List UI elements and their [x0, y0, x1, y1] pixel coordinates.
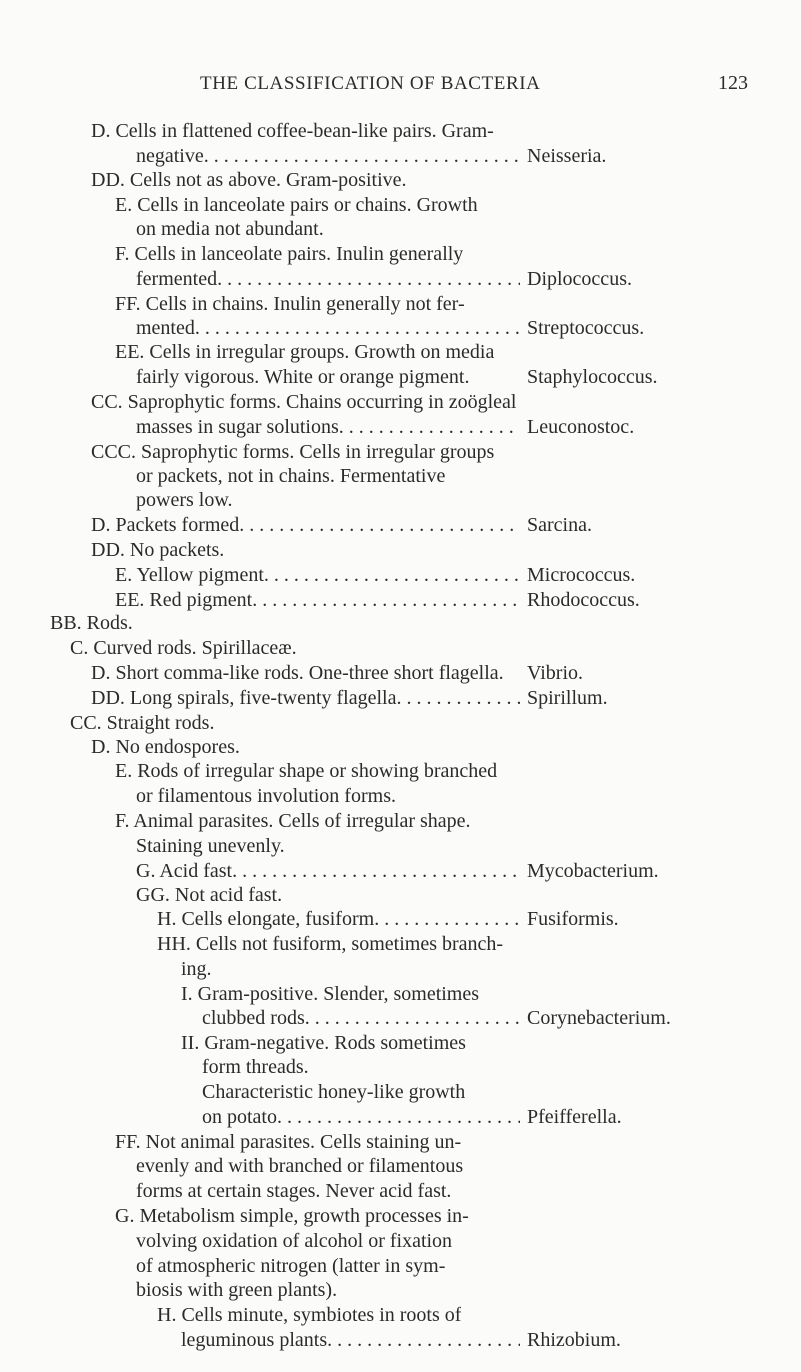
key-line-text: form threads. [202, 1056, 309, 1078]
key-line-text: fairly vigorous. White or orange pigment. [136, 366, 470, 388]
genus-name: Staphylococcus. [527, 366, 658, 388]
key-line-text: or packets, not in chains. Fermentative [136, 465, 446, 487]
key-line-text: BB. Rods. [50, 612, 133, 634]
genus-name: Rhodococcus. [527, 589, 640, 611]
key-line [136, 413, 520, 441]
key-line [115, 240, 463, 268]
key-line [136, 486, 232, 514]
genus-name: Neisseria. [527, 145, 607, 167]
key-line-text: F. Animal parasites. Cells of irregular shape. [115, 810, 471, 832]
key-line-text: E. Yellow pigment [115, 564, 264, 586]
key-line [136, 363, 469, 391]
key-line-text: of atmospheric nitrogen (latter in sym- [136, 1255, 446, 1277]
key-line-text: I. Gram-positive. Slender, sometimes [181, 983, 480, 1005]
key-line-text: Characteristic honey-like growth [202, 1081, 466, 1103]
dot-leader [374, 905, 520, 933]
key-line-text: FF. Cells in chains. Inulin generally not fer- [115, 293, 465, 315]
key-line [202, 1004, 520, 1032]
key-line [181, 955, 212, 983]
genus-name: Streptococcus. [527, 317, 645, 339]
key-line [91, 388, 516, 416]
dot-leader [252, 586, 520, 614]
key-line-text: DD. No packets. [91, 539, 225, 561]
key-line-text: negative [136, 145, 204, 167]
key-line-text: CCC. Saprophytic forms. Cells in irregular groups [91, 441, 495, 463]
key-line [91, 511, 520, 539]
key-line-text: mented [136, 317, 195, 339]
key-line-text: GG. Not acid fast. [136, 884, 283, 906]
key-line-text: fermented [136, 268, 218, 290]
page-number: 123 [718, 72, 748, 94]
dot-leader [305, 1004, 520, 1032]
key-line [202, 1103, 520, 1131]
key-line [136, 782, 396, 810]
dot-leader [264, 561, 520, 589]
key-line-text: D. Short comma-like rods. One-three short flagella. [91, 662, 504, 684]
dot-leader [239, 511, 520, 539]
running-title: THE CLASSIFICATION OF BACTERIA [200, 73, 541, 94]
key-line-text: D. No endospores. [91, 736, 240, 758]
dot-leader [339, 413, 520, 441]
key-line [91, 166, 407, 194]
key-line-text: II. Gram-negative. Rods sometimes [181, 1032, 466, 1054]
key-line [136, 1152, 463, 1180]
key-line [91, 117, 494, 145]
key-line-text: powers low. [136, 489, 233, 511]
key-line [181, 1326, 520, 1354]
key-line [115, 757, 497, 785]
dot-leader [396, 684, 520, 712]
key-line [136, 832, 285, 860]
key-line-text: biosis with green plants). [136, 1279, 338, 1301]
key-line-text: EE. Red pigment [115, 589, 253, 611]
key-line [136, 1177, 451, 1205]
key-line-text: D. Packets formed [91, 514, 240, 536]
key-line-text: masses in sugar solutions [136, 416, 339, 438]
key-line-text: forms at certain stages. Never acid fast. [136, 1180, 452, 1202]
key-line [157, 905, 520, 933]
key-line-text: ing. [181, 958, 212, 980]
key-line-text: CC. Straight rods. [70, 712, 215, 734]
genus-name: Spirillum. [527, 687, 608, 709]
key-line-text: CC. Saprophytic forms. Chains occurring in zoögleal [91, 391, 517, 413]
key-line-text: DD. Cells not as above. Gram-positive. [91, 169, 407, 191]
key-line-text: clubbed rods [202, 1007, 305, 1029]
dot-leader [217, 265, 520, 293]
genus-name: Leuconostoc. [527, 416, 635, 438]
key-line-text: DD. Long spirals, five-twenty flagella [91, 687, 397, 709]
key-line [136, 1227, 452, 1255]
key-line [157, 1301, 461, 1329]
key-line-text: on media not abundant. [136, 218, 324, 240]
genus-name: Vibrio. [527, 662, 584, 684]
key-line [136, 215, 324, 243]
key-line [157, 930, 503, 958]
key-line-text: leguminous plants [181, 1329, 328, 1351]
genus-name: Rhizobium. [527, 1329, 621, 1351]
dot-leader [277, 1103, 520, 1131]
key-line [202, 1078, 465, 1106]
key-line-text: FF. Not animal parasites. Cells staining un- [115, 1131, 462, 1153]
genus-name: Diplococcus. [527, 268, 632, 290]
key-line-text: E. Cells in lanceolate pairs or chains. Growth [115, 194, 478, 216]
key-line [115, 1202, 469, 1230]
key-line [202, 1053, 309, 1081]
key-line-text: evenly and with branched or filamentous [136, 1155, 464, 1177]
key-line-text: EE. Cells in irregular groups. Growth on media [115, 341, 495, 363]
key-line-text: or filamentous involution forms. [136, 785, 396, 807]
key-line-text: H. Cells minute, symbiotes in roots of [157, 1304, 462, 1326]
key-line-text: HH. Cells not fusiform, sometimes branch- [157, 933, 504, 955]
genus-name: Corynebacterium. [527, 1007, 671, 1029]
key-line-text: G. Acid fast [136, 860, 233, 882]
key-line-text: G. Metabolism simple, growth processes in- [115, 1205, 469, 1227]
genus-name: Pfeifferella. [527, 1106, 622, 1128]
genus-name: Sarcina. [527, 514, 592, 536]
genus-name: Fusiformis. [527, 908, 619, 930]
key-line [91, 659, 504, 687]
key-line [91, 536, 224, 564]
genus-name: Micrococcus. [527, 564, 636, 586]
key-line [136, 1276, 337, 1304]
key-line-text: C. Curved rods. Spirillaceæ. [70, 637, 297, 659]
key-line [115, 807, 471, 835]
key-line-text: on potato [202, 1106, 277, 1128]
key-line [91, 684, 520, 712]
key-line-text: Staining unevenly. [136, 835, 285, 857]
key-line [115, 586, 520, 614]
key-line [136, 265, 520, 293]
key-line-text: H. Cells elongate, fusiform [157, 908, 375, 930]
key-line-text: E. Rods of irregular shape or showing branched [115, 760, 498, 782]
key-line [115, 561, 520, 589]
key-line [50, 609, 133, 637]
key-line [70, 634, 297, 662]
key-line-text: D. Cells in flattened coffee-bean-like pairs. Gram- [91, 120, 494, 142]
key-line [115, 338, 494, 366]
key-line-text: volving oxidation of alcohol or fixation [136, 1230, 453, 1252]
dot-leader [327, 1326, 520, 1354]
genus-name: Mycobacterium. [527, 860, 659, 882]
key-line-text: F. Cells in lanceolate pairs. Inulin generally [115, 243, 464, 265]
